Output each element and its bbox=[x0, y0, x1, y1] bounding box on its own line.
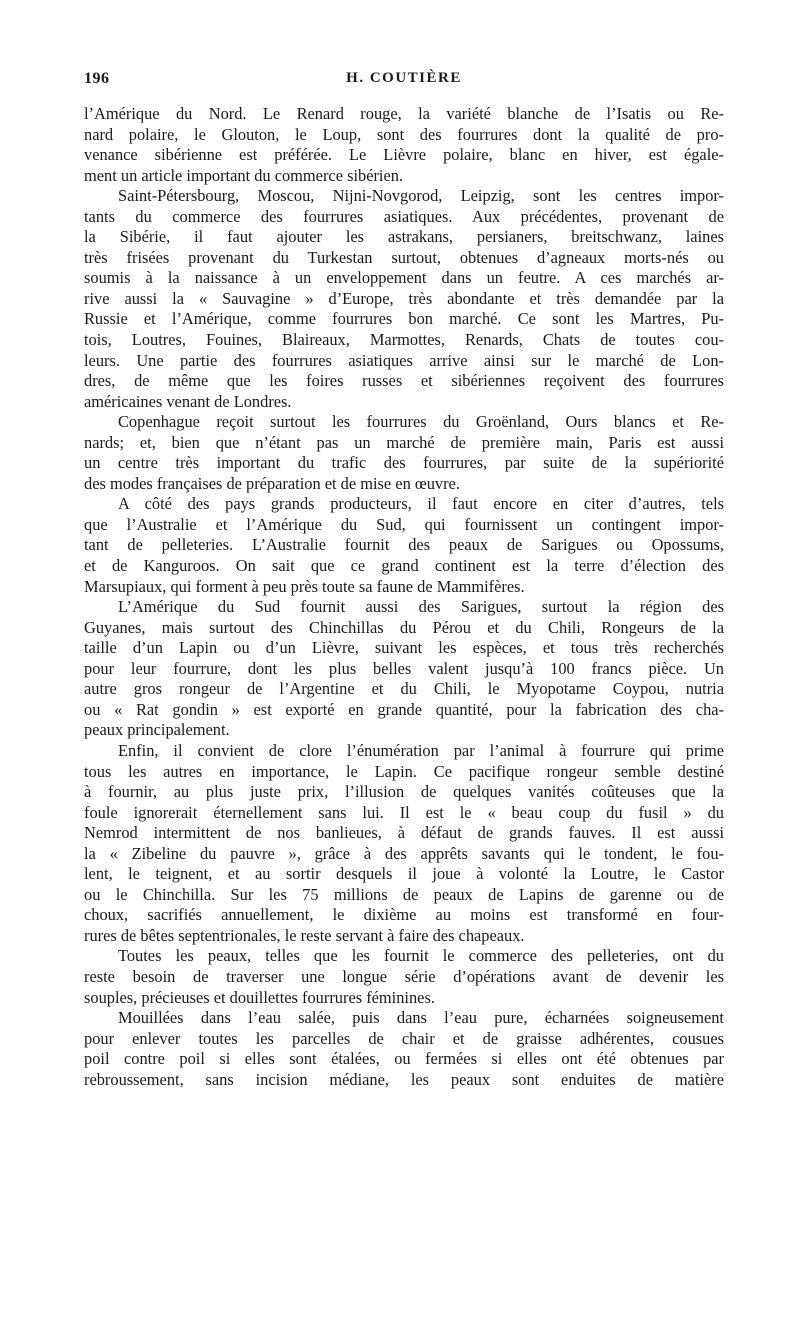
text-line: lent, le teignent, et au sortir desquels il joue à volonté la Loutre, le Castor bbox=[84, 864, 724, 884]
paragraph bbox=[84, 597, 724, 741]
text-line: tous les autres en importance, le Lapin. Ce pacifique rongeur semble destiné bbox=[84, 761, 724, 781]
text-line: la « Zibeline du pauvre », grâce à des apprêts savants qui le tondent, le fou- bbox=[84, 843, 724, 863]
paragraph bbox=[84, 186, 724, 412]
page-header bbox=[84, 70, 724, 94]
text-line: A côté des pays grands producteurs, il faut encore en citer d’autres, tels bbox=[118, 494, 724, 514]
text-line: soumis à la naissance à un enveloppement dans un feutre. A ces marchés ar- bbox=[84, 268, 724, 288]
text-line: Russie et l’Amérique, comme fourrures bon marché. Ce sont les Martres, Pu- bbox=[84, 309, 724, 329]
text-line: venance sibérienne est préférée. Le Lièvre polaire, blanc en hiver, est égale- bbox=[84, 145, 724, 165]
text-line: pour enlever toutes les parcelles de chair et de graisse adhérentes, cousues bbox=[84, 1028, 724, 1048]
text-line: foule ignorerait éternellement sans lui. Il est le « beau coup du fusil » du bbox=[84, 802, 724, 822]
body-text bbox=[84, 104, 724, 1090]
text-line: très frisées provenant du Turkestan surtout, obtenues d’agneaux morts-nés ou bbox=[84, 247, 724, 267]
text-line: la Sibérie, il faut ajouter les astrakans, persianers, breitschwanz, laines bbox=[84, 227, 724, 247]
text-line: ment un article important du commerce sibérien. bbox=[84, 165, 404, 185]
text-line: Nemrod intermittent de nos banlieues, à défaut de grands fauves. Il est aussi bbox=[84, 823, 724, 843]
text-line: des modes françaises de préparation et de mise en œuvre. bbox=[84, 473, 460, 493]
text-line: nards; et, bien que n’étant pas un marché de première main, Paris est aussi bbox=[84, 432, 724, 452]
text-line: Saint-Pétersbourg, Moscou, Nijni-Novgorod, Leipzig, sont les centres impor- bbox=[118, 186, 724, 206]
page-number: 196 bbox=[84, 70, 110, 87]
text-line: pour leur fourrure, dont les plus belles valent jusqu’à 100 francs pièce. Un bbox=[84, 658, 724, 678]
text-line: Copenhague reçoit surtout les fourrures du Groënland, Ours blancs et Re- bbox=[118, 412, 724, 432]
paragraph bbox=[84, 1008, 724, 1090]
text-line: tants du commerce des fourrures asiatiques. Aux précédentes, provenant de bbox=[84, 206, 724, 226]
running-head: H. COUTIÈRE bbox=[346, 70, 462, 86]
text-line: rures de bêtes septentrionales, le reste servant à faire des chapeaux. bbox=[84, 925, 525, 945]
text-line: à fournir, au plus juste prix, l’illusion de quelques vanités coûteuses que la bbox=[84, 782, 724, 802]
text-line: un centre très important du trafic des fourrures, par suite de la supériorité bbox=[84, 453, 724, 473]
text-line: Mouillées dans l’eau salée, puis dans l’eau pure, écharnées soigneusement bbox=[118, 1008, 724, 1028]
text-line: autre gros rongeur de l’Argentine et du Chili, le Myopotame Coypou, nutria bbox=[84, 679, 724, 699]
text-line: poil contre poil si elles sont étalées, ou fermées si elles ont été obtenues par bbox=[84, 1049, 724, 1069]
text-line: que l’Australie et l’Amérique du Sud, qui fournissent un contingent impor- bbox=[84, 514, 724, 534]
text-line: choux, sacrifiés annuellement, le dixième au moins est transformé en four- bbox=[84, 905, 724, 925]
paragraph bbox=[84, 494, 724, 597]
text-line: et de Kanguroos. On sait que ce grand continent est la terre d’élection des bbox=[84, 556, 724, 576]
text-line: reste besoin de traverser une longue série d’opérations avant de devenir les bbox=[84, 966, 724, 986]
paragraph bbox=[84, 741, 724, 946]
paragraph bbox=[84, 104, 724, 186]
text-line: Enfin, il convient de clore l’énumération par l’animal à fourrure qui prime bbox=[118, 740, 724, 760]
text-line: ou le Chinchilla. Sur les 75 millions de peaux de Lapins de garenne ou de bbox=[84, 884, 724, 904]
text-line: l’Amérique du Nord. Le Renard rouge, la variété blanche de l’Isatis ou Re- bbox=[84, 104, 724, 123]
text-line: tois, Loutres, Fouines, Blaireaux, Marmottes, Renards, Chats de toutes cou- bbox=[84, 330, 724, 350]
text-line: nard polaire, le Glouton, le Loup, sont des fourrures dont la qualité de pro- bbox=[84, 124, 724, 144]
text-line: rebroussement, sans incision médiane, les peaux sont enduites de matière bbox=[84, 1069, 724, 1089]
text-line: souples, précieuses et douillettes fourrures féminines. bbox=[84, 987, 435, 1007]
text-line: leurs. Une partie des fourrures asiatiques arrive ainsi sur le marché de Lon- bbox=[84, 350, 724, 370]
text-line: peaux principalement. bbox=[84, 720, 230, 740]
text-line: dres, de même que les foires russes et sibériennes reçoivent des fourrures bbox=[84, 371, 724, 391]
text-line: L’Amérique du Sud fournit aussi des Sarigues, surtout la région des bbox=[118, 597, 724, 617]
text-line: Marsupiaux, qui forment à peu près toute sa faune de Mammifères. bbox=[84, 576, 525, 596]
paragraph bbox=[84, 946, 724, 1008]
text-line: Toutes les peaux, telles que les fournit le commerce des pelleteries, ont du bbox=[118, 946, 724, 966]
text-line: tant de pelleteries. L’Australie fournit des peaux de Sarigues ou Opossums, bbox=[84, 535, 724, 555]
text-line: américaines venant de Londres. bbox=[84, 391, 292, 411]
paragraph bbox=[84, 412, 724, 494]
text-line: Guyanes, mais surtout des Chinchillas du Pérou et du Chili, Rongeurs de la bbox=[84, 617, 724, 637]
text-line: taille d’un Lapin ou d’un Lièvre, suivant les espèces, et tous très recherchés bbox=[84, 638, 724, 658]
text-line: ou « Rat gondin » est exporté en grande quantité, pour la fabrication des cha- bbox=[84, 699, 724, 719]
text-line: rive aussi la « Sauvagine » d’Europe, très abondante et très demandée par la bbox=[84, 288, 724, 308]
